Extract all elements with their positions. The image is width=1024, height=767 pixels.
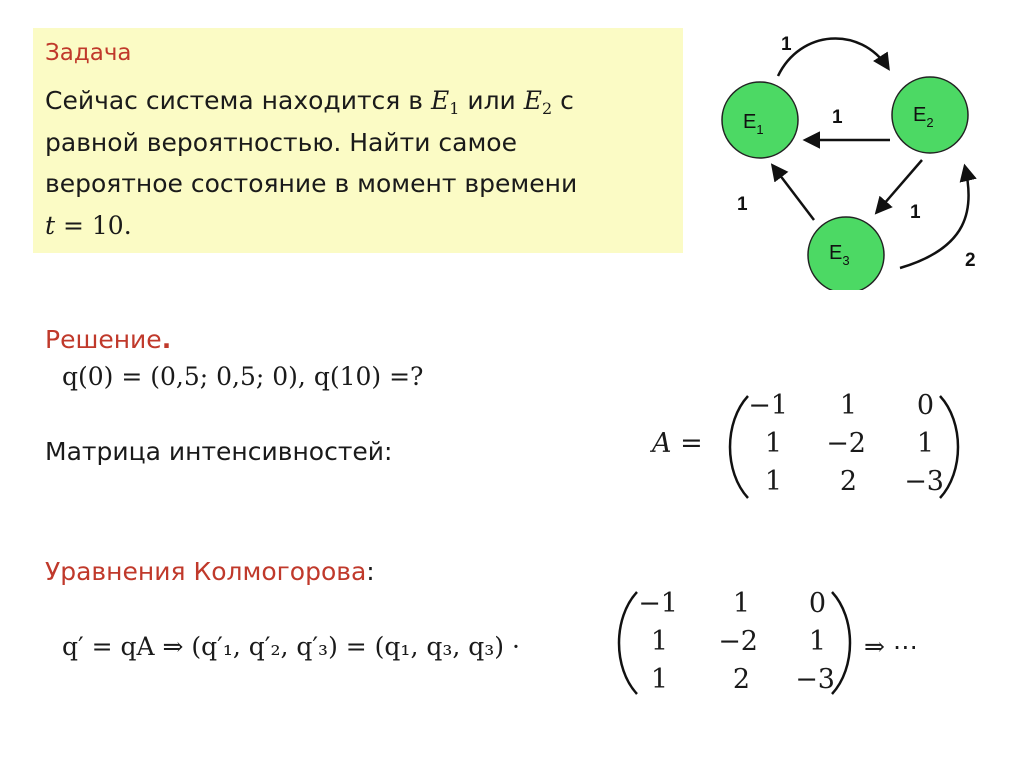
- implies-ellipsis: ⇒ ⋯: [864, 632, 918, 661]
- task-line-2: равной вероятностью. Найти самое: [45, 128, 517, 157]
- initial-condition: q(0) = (0,5; 0,5; 0), q(10) =?: [62, 362, 424, 391]
- edge-label-e2-e3: 1: [910, 202, 921, 223]
- var-t: t: [45, 211, 56, 240]
- matrix-a-cell: 1: [764, 466, 782, 497]
- task-line-3: вероятное состояние в момент времени: [45, 169, 578, 198]
- matrix-k-cell: 0: [808, 588, 826, 619]
- matrix-a-cell: 2: [839, 466, 857, 497]
- node-e1-label: $E_1$: [743, 111, 764, 137]
- matrix-a-cell: 1: [764, 428, 782, 459]
- matrix-a-cell: 1: [839, 390, 857, 421]
- sub-1: 1: [449, 99, 460, 118]
- matrix-a-cell: −1: [748, 390, 788, 421]
- kolmogorov-heading-colon: :: [366, 557, 375, 586]
- matrix-a-cell: −2: [826, 428, 866, 459]
- task-text-1c: с: [552, 86, 574, 115]
- solution-heading-text: Решение: [45, 325, 162, 354]
- edge-label-e3-e2: 2: [965, 250, 976, 271]
- kolmogorov-heading: [45, 557, 375, 586]
- kolmogorov-equation: q′ = qA ⇒ (q′₁, q′₂, q′₃) = (q₁, q₃, q₃) ·: [62, 632, 520, 661]
- matrix-a-cell: −3: [904, 466, 944, 497]
- edge-e1-e2: [778, 38, 888, 76]
- task-title: Задача: [45, 40, 132, 66]
- task-text-1a: Сейчас система находится в: [45, 86, 431, 115]
- matrix-k-cell: −2: [718, 626, 758, 657]
- task-line-1: [45, 86, 574, 118]
- matrix-k-cell: −3: [795, 664, 835, 695]
- var-e2: E: [523, 86, 542, 115]
- edge-label-e1-e2: 1: [781, 34, 792, 55]
- matrix-k-cell: 1: [650, 626, 668, 657]
- var-e1: E: [430, 86, 450, 115]
- matrix-k-cell: 1: [732, 588, 750, 619]
- node-e3-label: $E_3$: [829, 242, 850, 268]
- sub-2: 2: [542, 99, 553, 118]
- edge-label-e2-e1: 1: [832, 107, 843, 128]
- task-line-4: [45, 211, 132, 240]
- matrix-k-cell: 2: [732, 664, 750, 695]
- matrix-k-cell: −1: [638, 588, 678, 619]
- intensity-label: Матрица интенсивностей:: [45, 437, 393, 466]
- node-e1: [722, 82, 798, 158]
- matrix-a-name: A =: [652, 428, 703, 459]
- solution-heading-dot: .: [161, 325, 172, 354]
- kolmogorov-heading-text: Уравнения Колмогорова: [45, 557, 367, 586]
- edge-e3-e1: [773, 166, 814, 220]
- state-graph: [690, 20, 1010, 290]
- matrix-a-cell: 0: [916, 390, 934, 421]
- matrix-k-cell: 1: [650, 664, 668, 695]
- matrix-k-cell: 1: [808, 626, 826, 657]
- node-e2-label: $E_2$: [913, 104, 934, 130]
- matrix-a-cell: 1: [916, 428, 934, 459]
- task-eq-time: = 10.: [55, 211, 132, 240]
- task-text-1b: или: [459, 86, 524, 115]
- edge-label-e3-e1: 1: [737, 194, 748, 215]
- solution-heading: [45, 325, 171, 354]
